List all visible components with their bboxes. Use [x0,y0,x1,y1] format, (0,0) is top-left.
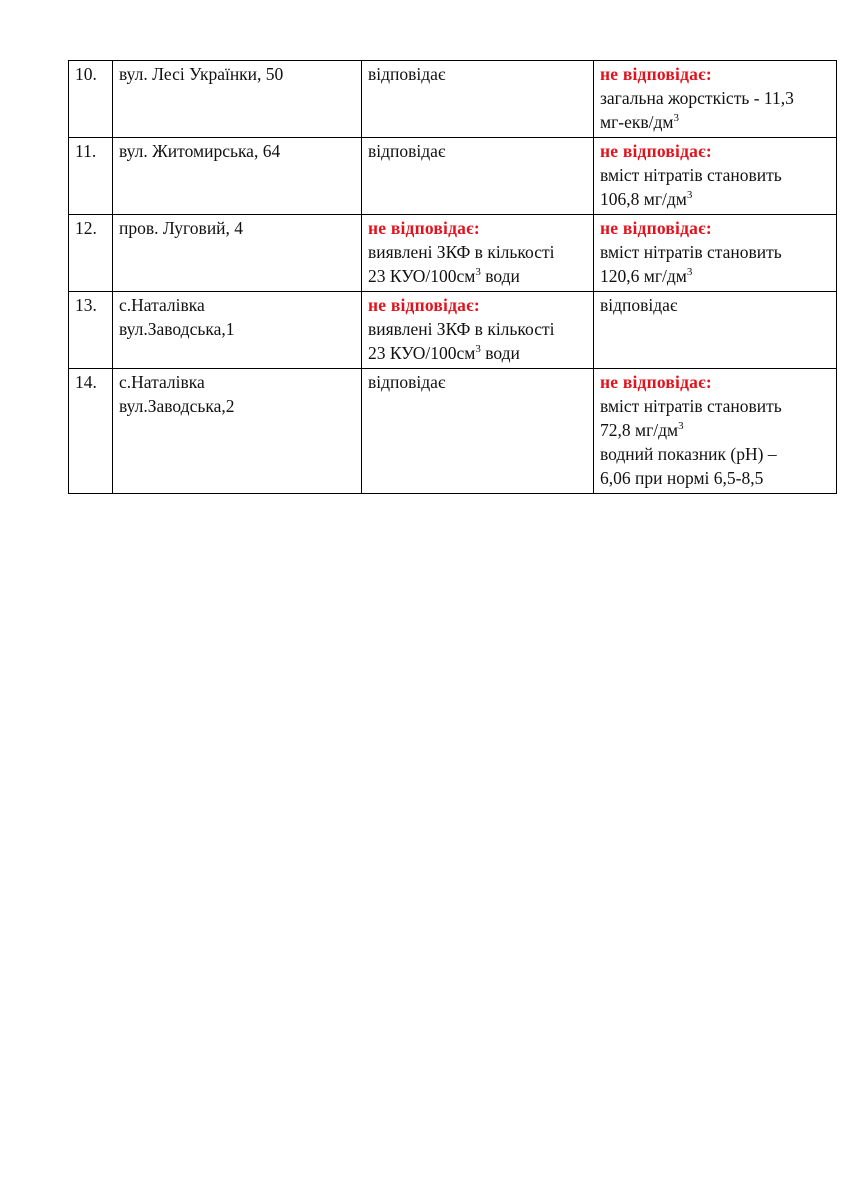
address-line: пров. Луговий, 4 [119,218,244,238]
detail-text-after: води [480,266,520,286]
detail-text: 23 КУО/100см [368,266,476,286]
microbiology-verdict: не відповідає: [368,218,480,238]
detail-text: 120,6 мг/дм [600,266,687,286]
detail-line [600,264,830,288]
microbiology-verdict: не відповідає: [368,295,480,315]
address-cell [113,138,362,215]
row-number: 11. [69,138,113,215]
chemistry-verdict: відповідає [600,295,678,315]
address-cell [113,215,362,292]
address-line: вул.Заводська,2 [119,396,235,416]
address-line: с.Наталівка [119,372,205,392]
detail-line [368,341,587,365]
table-row [69,292,837,369]
superscript: 3 [686,266,693,279]
detail-line [600,187,830,211]
superscript: 3 [673,112,679,125]
table-row [69,138,837,215]
chemistry-cell [594,369,837,494]
microbiology-verdict: відповідає [368,372,446,392]
detail-text: 23 КУО/100см [368,343,476,363]
detail-line [600,418,830,442]
detail-text-after: води [480,343,520,363]
table-row [69,61,837,138]
chemistry-verdict: не відповідає: [600,218,712,238]
address-line: вул. Лесі Українки, 50 [119,64,284,84]
detail-line: вміст нітратів становить [600,242,782,262]
table-row [69,369,837,494]
detail-text: мг-екв/дм [600,112,674,132]
superscript: 3 [475,266,481,279]
chemistry-verdict: не відповідає: [600,372,712,392]
superscript: 3 [678,420,684,433]
microbiology-verdict: відповідає [368,64,446,84]
water-quality-table [68,60,837,494]
chemistry-verdict: не відповідає: [600,64,712,84]
superscript: 3 [686,189,693,202]
address-cell [113,61,362,138]
chemistry-cell [594,215,837,292]
microbiology-cell [362,292,594,369]
row-number: 14. [69,369,113,494]
microbiology-cell [362,369,594,494]
detail-line: виявлені ЗКФ в кількості [368,242,555,262]
detail-line: вміст нітратів становить [600,396,782,416]
row-number: 10. [69,61,113,138]
row-number: 12. [69,215,113,292]
detail-line [600,110,830,134]
address-cell [113,369,362,494]
chemistry-cell [594,292,837,369]
address-line: с.Наталівка [119,295,205,315]
chemistry-cell [594,61,837,138]
detail-line: загальна жорсткість - 11,3 [600,88,794,108]
detail-text: 106,8 мг/дм [600,189,687,209]
detail-text: 72,8 мг/дм [600,420,679,440]
detail-line: водний показник (pH) – [600,444,777,464]
detail-line: 6,06 при нормі 6,5-8,5 [600,468,764,488]
superscript: 3 [475,343,481,356]
address-line: вул. Житомирська, 64 [119,141,281,161]
table-row [69,215,837,292]
microbiology-verdict: відповідає [368,141,446,161]
microbiology-cell [362,61,594,138]
detail-line: вміст нітратів становить [600,165,782,185]
address-line: вул.Заводська,1 [119,319,235,339]
address-cell [113,292,362,369]
row-number: 13. [69,292,113,369]
microbiology-cell [362,215,594,292]
detail-line [368,264,587,288]
detail-line: виявлені ЗКФ в кількості [368,319,555,339]
chemistry-verdict: не відповідає: [600,141,712,161]
chemistry-cell [594,138,837,215]
microbiology-cell [362,138,594,215]
